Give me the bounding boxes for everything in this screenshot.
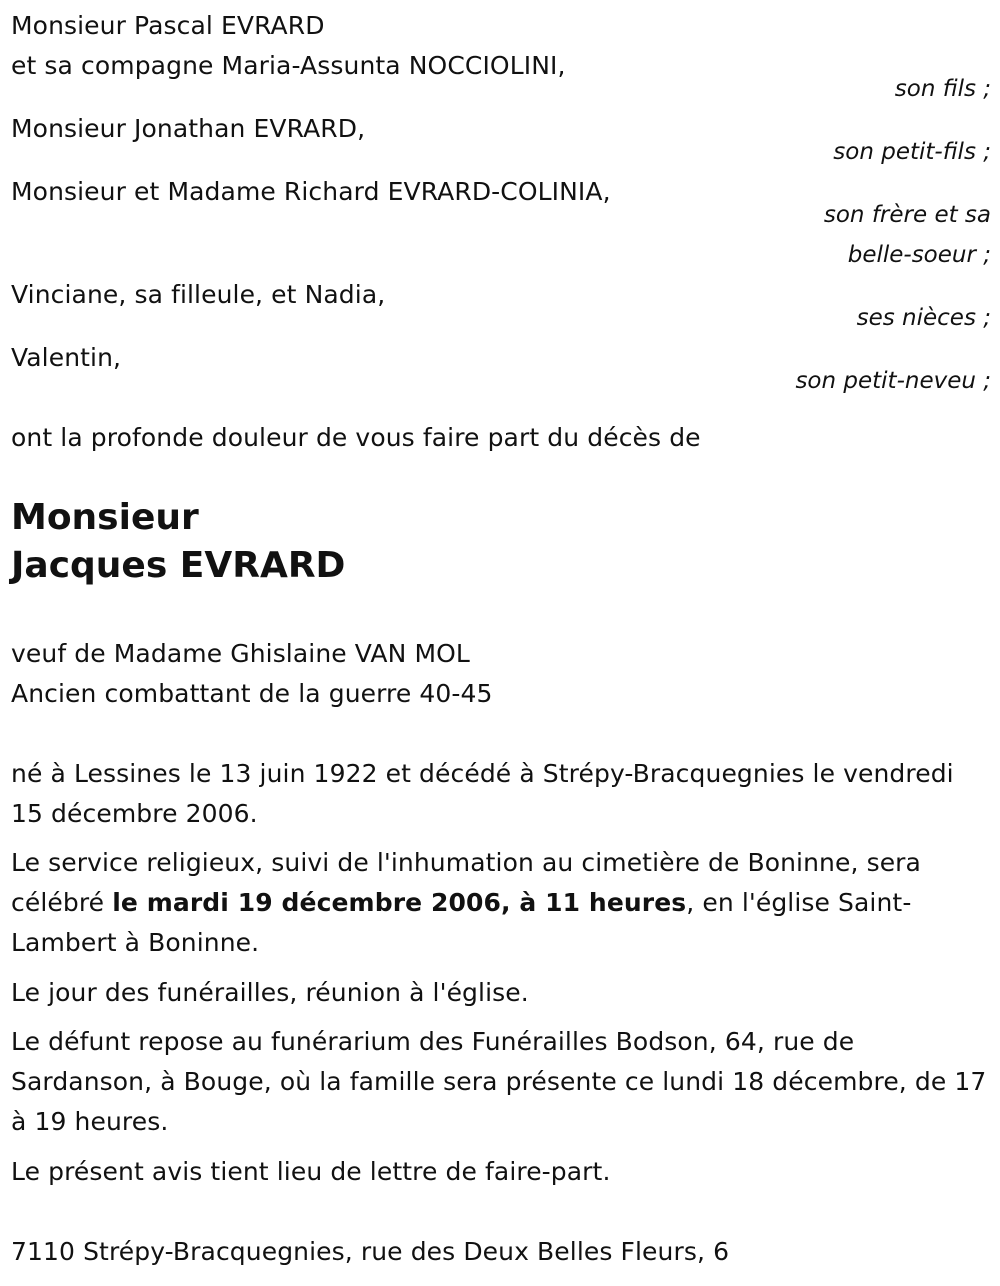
notice-paragraph: Le présent avis tient lieu de lettre de faire-part. [11, 1157, 611, 1186]
service-paragraph [11, 843, 991, 963]
deceased-title: Monsieur [11, 497, 199, 538]
family-relation: ses nièces ; [856, 305, 991, 331]
family-relation: son fils ; [894, 76, 991, 102]
announcement-text: ont la profonde douleur de vous faire part du décès de [11, 423, 701, 452]
gathering-paragraph: Le jour des funérailles, réunion à l'église. [11, 978, 529, 1007]
birth-death-paragraph: né à Lessines le 13 juin 1922 et décédé à Strépy-Bracquegnies le vendredi 15 décembre 2006. [11, 759, 954, 828]
family-member-line: Valentin, [11, 343, 122, 372]
family-relation: son frère et sa [823, 202, 991, 228]
family-relation: son petit-neveu ; [795, 368, 991, 394]
deceased-name: Jacques EVRARD [11, 545, 346, 586]
address-text: 7110 Strépy-Bracquegnies, rue des Deux Belles Fleurs, 6 [11, 1237, 730, 1266]
family-relation: belle-soeur ; [847, 242, 991, 268]
family-member-line: Monsieur Jonathan EVRARD, [11, 114, 366, 143]
service-text-start: Le service religieux, suivi de l'inhumation au cimetière de Boninne, sera célébré [11, 848, 921, 917]
widow-of-text: veuf de Madame Ghislaine VAN MOL [11, 639, 470, 668]
family-member-line: et sa compagne Maria-Assunta NOCCIOLINI, [11, 51, 566, 80]
service-date-time: le mardi 19 décembre 2006, à 11 heures [112, 888, 687, 917]
family-member-line: Monsieur et Madame Richard EVRARD-COLINIA, [11, 177, 611, 206]
veteran-text: Ancien combattant de la guerre 40-45 [11, 679, 493, 708]
family-relation: son petit-fils ; [833, 139, 991, 165]
family-member-line: Vinciane, sa filleule, et Nadia, [11, 280, 386, 309]
service-text-end: , en l'église Saint-Lambert à Boninne. [11, 888, 912, 957]
family-member-line: Monsieur Pascal EVRARD [11, 11, 325, 40]
viewing-paragraph: Le défunt repose au funérarium des Funérailles Bodson, 64, rue de Sardanson, à Bouge, où la famille sera présente ce lundi 18 décembre, de 17 à 19 heures. [11, 1027, 987, 1136]
